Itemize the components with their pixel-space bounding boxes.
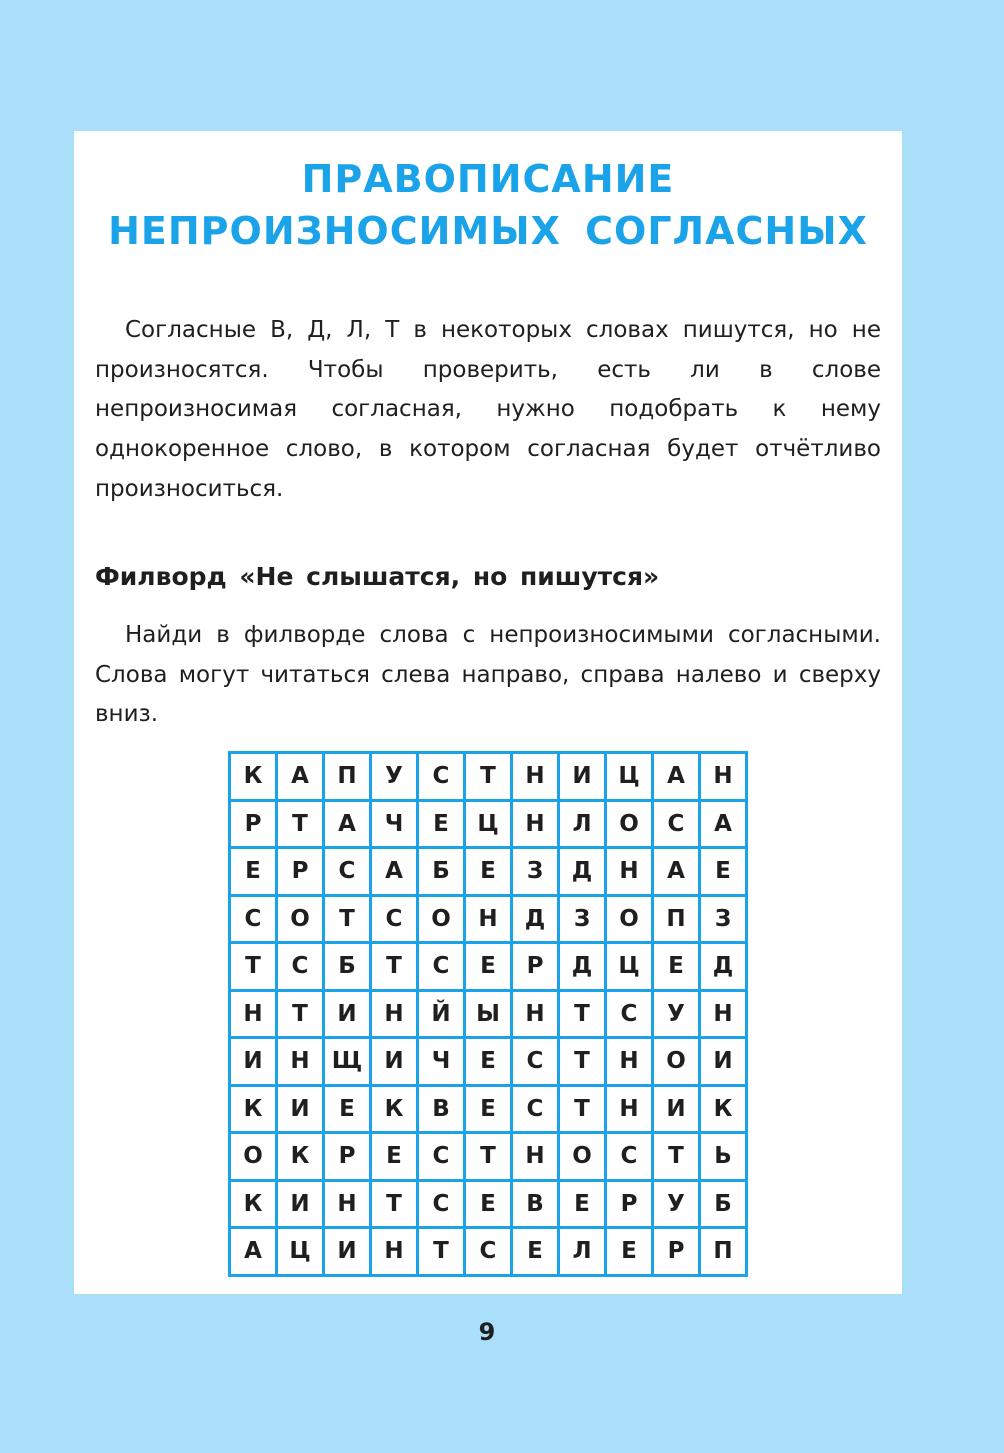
- grid-cell[interactable]: Н: [230, 990, 277, 1038]
- grid-cell[interactable]: С: [418, 1133, 465, 1181]
- grid-cell[interactable]: Т: [465, 1133, 512, 1181]
- grid-cell[interactable]: С: [418, 943, 465, 991]
- grid-cell[interactable]: П: [700, 1228, 747, 1276]
- grid-cell[interactable]: Е: [465, 1038, 512, 1086]
- grid-cell[interactable]: С: [512, 1085, 559, 1133]
- grid-cell[interactable]: Т: [324, 895, 371, 943]
- grid-cell[interactable]: Н: [512, 800, 559, 848]
- grid-cell[interactable]: Н: [371, 1228, 418, 1276]
- grid-cell[interactable]: Т: [230, 943, 277, 991]
- grid-cell[interactable]: С: [606, 990, 653, 1038]
- grid-row: [230, 1228, 747, 1276]
- intro-paragraph: Согласные В, Д, Л, Т в некоторых словах пишутся, но не произносятся. Чтобы проверить, есть ли в слове непроизносимая согласная, нужно подобрать к нему однокоренное слово, в котором согласная будет отчётливо произноситься.: [95, 317, 881, 502]
- grid-cell[interactable]: Н: [606, 1038, 653, 1086]
- exercise-instruction: Найди в филворде слова с непроизносимыми согласными. Слова могут читаться слева направо, справа налево и сверху вниз.: [95, 622, 881, 728]
- grid-cell[interactable]: Н: [700, 753, 747, 801]
- grid-cell[interactable]: С: [606, 1133, 653, 1181]
- title-line-1: ПРАВОПИСАНИЕ: [301, 157, 675, 201]
- grid-cell[interactable]: Н: [606, 848, 653, 896]
- grid-cell[interactable]: Р: [324, 1133, 371, 1181]
- grid-cell[interactable]: Т: [559, 1038, 606, 1086]
- grid-row: [230, 753, 747, 801]
- grid-cell[interactable]: Н: [371, 990, 418, 1038]
- grid-cell[interactable]: Т: [277, 990, 324, 1038]
- title-line-2: НЕПРОИЗНОСИМЫХ СОГЛАСНЫХ: [108, 209, 868, 253]
- word-search-grid[interactable]: [228, 751, 748, 1277]
- grid-row: [230, 800, 747, 848]
- grid-row: [230, 1180, 747, 1228]
- grid-cell[interactable]: Е: [418, 800, 465, 848]
- grid-cell[interactable]: И: [371, 1038, 418, 1086]
- grid-row: [230, 943, 747, 991]
- grid-cell[interactable]: Ц: [277, 1228, 324, 1276]
- grid-cell[interactable]: Л: [559, 1228, 606, 1276]
- grid-cell[interactable]: А: [653, 753, 700, 801]
- grid-cell[interactable]: Е: [700, 848, 747, 896]
- grid-cell[interactable]: Н: [277, 1038, 324, 1086]
- grid-cell[interactable]: З: [512, 848, 559, 896]
- grid-cell[interactable]: К: [230, 1180, 277, 1228]
- grid-cell[interactable]: Р: [606, 1180, 653, 1228]
- grid-cell[interactable]: А: [230, 1228, 277, 1276]
- grid-cell[interactable]: Т: [371, 1180, 418, 1228]
- grid-cell[interactable]: С: [512, 1038, 559, 1086]
- grid-cell[interactable]: И: [277, 1085, 324, 1133]
- grid-cell[interactable]: Б: [418, 848, 465, 896]
- grid-cell[interactable]: С: [230, 895, 277, 943]
- grid-cell[interactable]: Д: [512, 895, 559, 943]
- grid-cell[interactable]: Н: [465, 895, 512, 943]
- grid-cell[interactable]: Ч: [418, 1038, 465, 1086]
- page-sheet: [74, 131, 902, 1294]
- grid-cell[interactable]: С: [324, 848, 371, 896]
- grid-cell[interactable]: Е: [559, 1180, 606, 1228]
- grid-cell[interactable]: И: [324, 990, 371, 1038]
- grid-cell[interactable]: Ц: [465, 800, 512, 848]
- grid-cell[interactable]: Н: [700, 990, 747, 1038]
- grid-cell[interactable]: О: [606, 800, 653, 848]
- grid-cell[interactable]: И: [324, 1228, 371, 1276]
- grid-cell[interactable]: Т: [559, 1085, 606, 1133]
- grid-row: [230, 895, 747, 943]
- grid-cell[interactable]: К: [230, 753, 277, 801]
- grid-cell[interactable]: Т: [418, 1228, 465, 1276]
- grid-cell[interactable]: К: [230, 1085, 277, 1133]
- grid-cell[interactable]: Н: [512, 990, 559, 1038]
- page-title: [74, 153, 902, 257]
- grid-cell[interactable]: О: [230, 1133, 277, 1181]
- grid-cell[interactable]: С: [371, 895, 418, 943]
- grid-cell[interactable]: Б: [324, 943, 371, 991]
- grid-cell[interactable]: Щ: [324, 1038, 371, 1086]
- grid-cell[interactable]: О: [606, 895, 653, 943]
- grid-cell[interactable]: Н: [512, 753, 559, 801]
- grid-cell[interactable]: В: [512, 1180, 559, 1228]
- grid-cell[interactable]: Р: [653, 1228, 700, 1276]
- grid-cell[interactable]: Т: [371, 943, 418, 991]
- grid-cell[interactable]: К: [700, 1085, 747, 1133]
- grid-cell[interactable]: Е: [324, 1085, 371, 1133]
- grid-cell[interactable]: Е: [230, 848, 277, 896]
- grid-cell[interactable]: И: [277, 1180, 324, 1228]
- grid-cell[interactable]: А: [700, 800, 747, 848]
- grid-cell[interactable]: О: [418, 895, 465, 943]
- grid-cell[interactable]: С: [277, 943, 324, 991]
- exercise-heading: Филворд «Не слышатся, но пишутся»: [95, 562, 660, 591]
- grid-cell[interactable]: З: [700, 895, 747, 943]
- grid-cell[interactable]: Й: [418, 990, 465, 1038]
- grid-cell[interactable]: Д: [559, 943, 606, 991]
- grid-cell[interactable]: Р: [512, 943, 559, 991]
- grid-cell[interactable]: И: [230, 1038, 277, 1086]
- grid-row: [230, 1085, 747, 1133]
- grid-cell[interactable]: Ы: [465, 990, 512, 1038]
- grid-cell[interactable]: А: [324, 800, 371, 848]
- grid-row: [230, 990, 747, 1038]
- grid-cell[interactable]: П: [653, 895, 700, 943]
- grid-cell[interactable]: Е: [465, 1085, 512, 1133]
- grid-cell[interactable]: К: [277, 1133, 324, 1181]
- grid-cell[interactable]: Н: [324, 1180, 371, 1228]
- grid-cell[interactable]: И: [700, 1038, 747, 1086]
- grid-cell[interactable]: О: [653, 1038, 700, 1086]
- grid-cell[interactable]: А: [277, 753, 324, 801]
- grid-cell[interactable]: Ц: [606, 753, 653, 801]
- grid-cell[interactable]: С: [418, 1180, 465, 1228]
- grid-cell[interactable]: П: [324, 753, 371, 801]
- grid-cell[interactable]: Е: [465, 1180, 512, 1228]
- grid-row: [230, 1133, 747, 1181]
- grid-cell[interactable]: Ц: [606, 943, 653, 991]
- grid-cell[interactable]: Т: [465, 753, 512, 801]
- grid-cell[interactable]: Е: [465, 848, 512, 896]
- grid-cell[interactable]: Н: [512, 1133, 559, 1181]
- grid-cell[interactable]: С: [418, 753, 465, 801]
- page-number: 9: [478, 1318, 496, 1346]
- grid-cell[interactable]: А: [371, 848, 418, 896]
- grid-row: [230, 848, 747, 896]
- grid-row: [230, 1038, 747, 1086]
- grid-cell[interactable]: У: [371, 753, 418, 801]
- grid-cell[interactable]: Р: [230, 800, 277, 848]
- grid-cell[interactable]: И: [653, 1085, 700, 1133]
- grid-cell[interactable]: Е: [371, 1133, 418, 1181]
- grid-cell[interactable]: А: [653, 848, 700, 896]
- grid-cell[interactable]: Е: [606, 1228, 653, 1276]
- grid-cell[interactable]: Д: [700, 943, 747, 991]
- grid-cell[interactable]: З: [559, 895, 606, 943]
- grid-cell[interactable]: Ь: [700, 1133, 747, 1181]
- grid-cell[interactable]: Е: [512, 1228, 559, 1276]
- grid-cell[interactable]: О: [559, 1133, 606, 1181]
- grid-cell[interactable]: У: [653, 1180, 700, 1228]
- grid-cell[interactable]: Т: [277, 800, 324, 848]
- grid-cell[interactable]: К: [371, 1085, 418, 1133]
- grid-cell[interactable]: О: [277, 895, 324, 943]
- grid-cell[interactable]: Т: [559, 990, 606, 1038]
- grid-cell[interactable]: Т: [653, 1133, 700, 1181]
- grid-cell[interactable]: С: [465, 1228, 512, 1276]
- grid-cell[interactable]: Д: [559, 848, 606, 896]
- grid-cell[interactable]: Б: [700, 1180, 747, 1228]
- grid-cell[interactable]: Н: [606, 1085, 653, 1133]
- grid-cell[interactable]: Е: [653, 943, 700, 991]
- grid-cell[interactable]: В: [418, 1085, 465, 1133]
- grid-cell[interactable]: Р: [277, 848, 324, 896]
- grid-cell[interactable]: Ч: [371, 800, 418, 848]
- grid-cell[interactable]: И: [559, 753, 606, 801]
- grid-cell[interactable]: Л: [559, 800, 606, 848]
- grid-cell[interactable]: С: [653, 800, 700, 848]
- grid-cell[interactable]: У: [653, 990, 700, 1038]
- grid-cell[interactable]: Е: [465, 943, 512, 991]
